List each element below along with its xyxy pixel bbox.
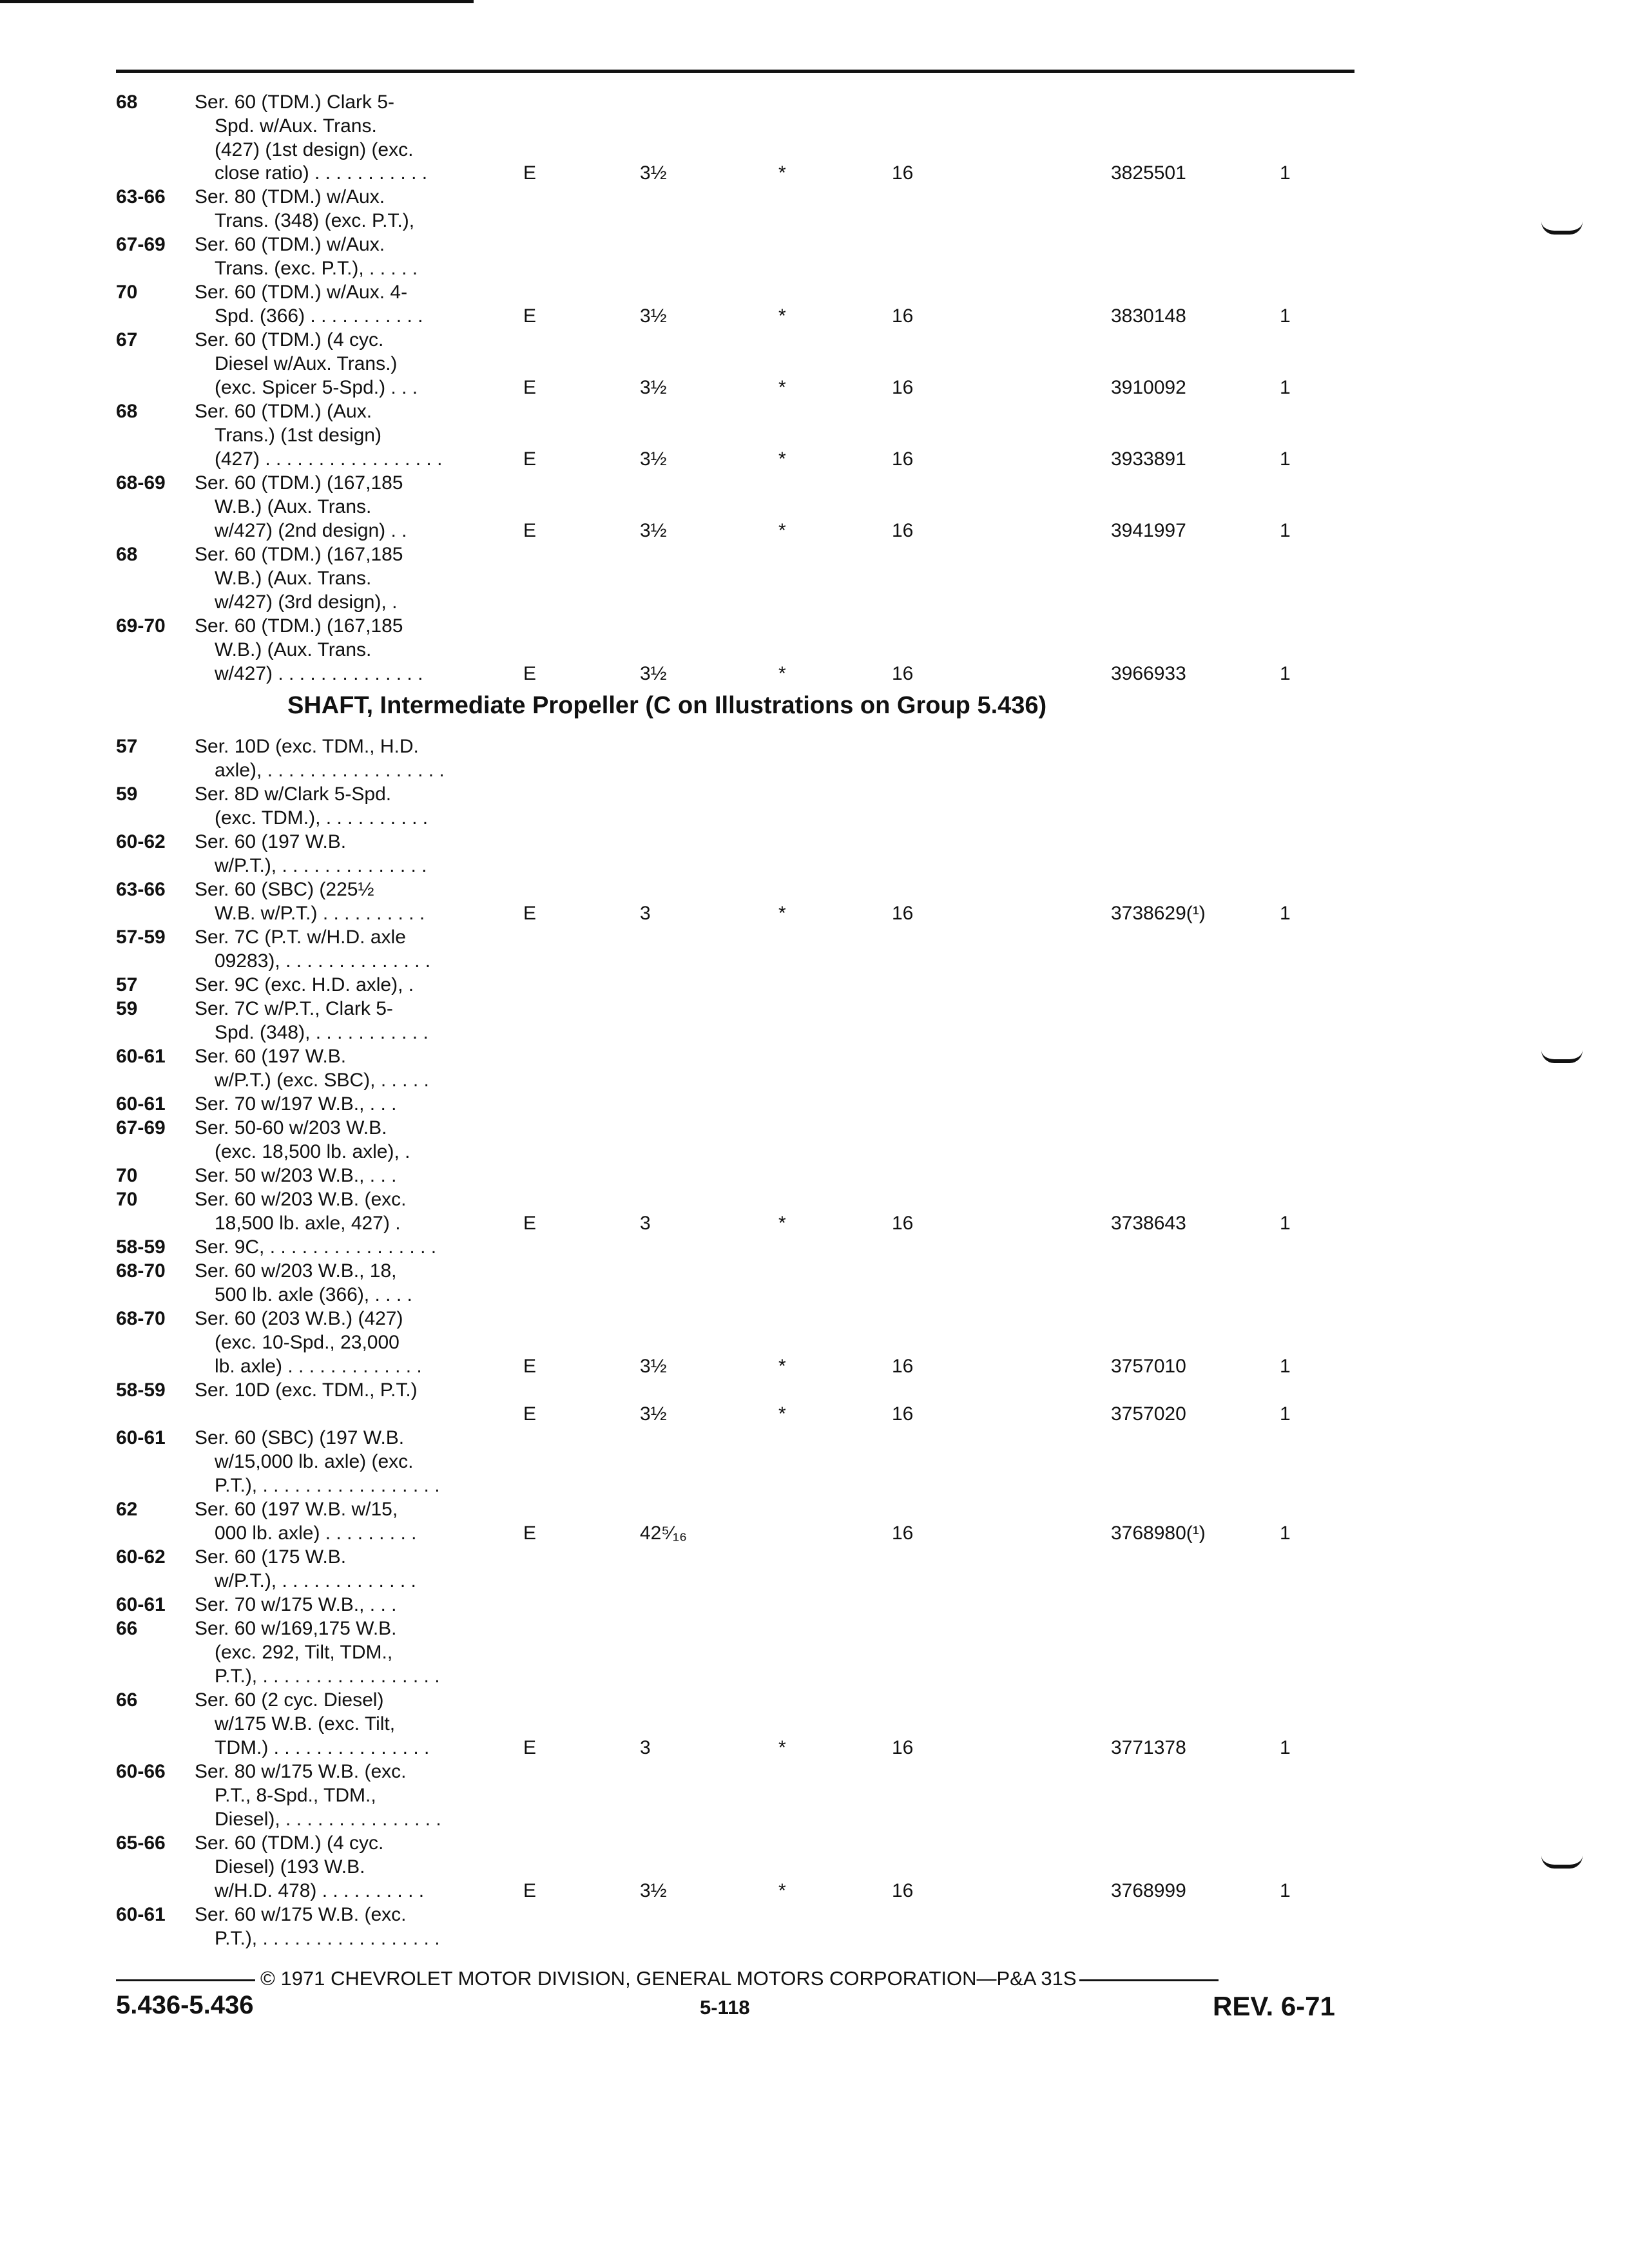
year: 59 [116, 998, 138, 1019]
quantity: 1 [1280, 663, 1291, 684]
description: Ser. 60 (TDM.) (167,185 [195, 615, 403, 637]
spline-cell: 16 [892, 377, 914, 398]
description: Diesel w/Aux. Trans.) [215, 353, 398, 374]
description: Ser. 60 w/175 W.B. (exc. [195, 1904, 407, 1925]
description: Ser. 7C (P.T. w/H.D. axle [195, 927, 406, 948]
description: Diesel) (193 W.B. [215, 1856, 365, 1878]
description: Ser. 7C w/P.T., Clark 5- [195, 998, 393, 1019]
quantity: 1 [1280, 448, 1291, 470]
description: Ser. 60 (TDM.) (4 cyc. [195, 329, 384, 351]
year: 58-59 [116, 1236, 166, 1258]
star-cell: * [778, 520, 786, 541]
code-cell: E [523, 1880, 537, 1901]
parts-row [0, 1855, 1629, 1879]
description: Ser. 9C, . . . . . . . . . . . . . . . . [195, 1236, 437, 1258]
description: Ser. 60 (TDM.) Clark 5- [195, 91, 395, 113]
part-number: 3966933 [1111, 663, 1186, 684]
parts-row [0, 1092, 1629, 1117]
copyright-tail-rule [1079, 1979, 1219, 1981]
parts-row [0, 138, 1629, 162]
part-number: 3933891 [1111, 448, 1186, 470]
parts-row [0, 1116, 1629, 1140]
year: 70 [116, 282, 138, 303]
year: 57 [116, 736, 138, 757]
parts-row [0, 543, 1629, 567]
parts-row [0, 256, 1629, 281]
spline-cell: 16 [892, 1523, 914, 1544]
description: (exc. 10-Spd., 23,000 [215, 1332, 400, 1353]
code-cell: E [523, 1737, 537, 1758]
section-heading: SHAFT, Intermediate Propeller (C on Illustrations on Group 5.436) [287, 692, 1047, 719]
revision-label: REV. 6-71 [1213, 1991, 1335, 2021]
description: (427) (1st design) (exc. [215, 139, 414, 160]
description: Ser. 60 (TDM.) (4 cyc. [195, 1832, 384, 1854]
parts-row [0, 161, 1629, 186]
size-cell: 3½ [640, 377, 667, 398]
parts-row [0, 925, 1629, 950]
year: 68 [116, 401, 138, 422]
description: Ser. 60 (TDM.) (Aux. [195, 401, 372, 422]
parts-row [0, 1927, 1629, 1951]
description: Spd. w/Aux. Trans. [215, 115, 377, 137]
parts-row [0, 209, 1629, 233]
year: 68-70 [116, 1260, 166, 1282]
part-number: 3757020 [1111, 1403, 1186, 1425]
parts-row [0, 1044, 1629, 1069]
parts-row [0, 566, 1629, 591]
description: Ser. 80 w/175 W.B. (exc. [195, 1761, 407, 1782]
parts-row [0, 1831, 1629, 1856]
description: w/15,000 lb. axle) (exc. [215, 1451, 414, 1472]
description: w/427) . . . . . . . . . . . . . . [215, 663, 423, 684]
code-cell: E [523, 1523, 537, 1544]
parts-row [0, 1235, 1629, 1260]
parts-row [0, 1140, 1629, 1164]
parts-row [0, 447, 1629, 472]
parts-row [0, 854, 1629, 878]
year: 67-69 [116, 1117, 166, 1139]
spline-cell: 16 [892, 1737, 914, 1758]
year: 59 [116, 783, 138, 805]
parts-row [0, 1021, 1629, 1045]
size-cell: 3 [640, 903, 651, 924]
part-number: 3768999 [1111, 1880, 1186, 1901]
parts-row [0, 901, 1629, 926]
description: Trans.) (1st design) [215, 425, 381, 446]
parts-row [0, 1783, 1629, 1808]
binding-mark [1541, 1856, 1583, 1869]
code-cell: E [523, 903, 537, 924]
parts-row [0, 1497, 1629, 1522]
parts-row [0, 1068, 1629, 1093]
quantity: 1 [1280, 520, 1291, 541]
year: 63-66 [116, 879, 166, 900]
page-number: 5-118 [700, 1996, 750, 2019]
size-cell: 3½ [640, 663, 667, 684]
parts-row [0, 495, 1629, 519]
parts-row [0, 782, 1629, 807]
description: Ser. 60 (203 W.B.) (427) [195, 1308, 403, 1329]
parts-row [0, 1426, 1629, 1450]
binding-mark [1541, 1050, 1583, 1063]
parts-row [0, 1378, 1629, 1403]
size-cell: 3½ [640, 305, 667, 327]
spline-cell: 16 [892, 1403, 914, 1425]
parts-row [0, 1736, 1629, 1760]
parts-row [0, 328, 1629, 352]
parts-row [0, 1259, 1629, 1283]
description: w/175 W.B. (exc. Tilt, [215, 1713, 396, 1735]
spline-cell: 16 [892, 162, 914, 184]
description: TDM.) . . . . . . . . . . . . . . . [215, 1737, 430, 1758]
part-number: 3825501 [1111, 162, 1186, 184]
size-cell: 3 [640, 1737, 651, 1758]
description: w/427) (2nd design) . . [215, 520, 407, 541]
code-cell: E [523, 162, 537, 184]
parts-row [0, 830, 1629, 854]
year: 60-61 [116, 1904, 166, 1925]
description: w/P.T.), . . . . . . . . . . . . . [215, 1570, 416, 1591]
description: Ser. 60 w/169,175 W.B. [195, 1618, 397, 1639]
size-cell: 3½ [640, 1403, 667, 1425]
year: 62 [116, 1499, 138, 1520]
parts-row [0, 758, 1629, 783]
year: 70 [116, 1165, 138, 1186]
description: Ser. 60 (175 W.B. [195, 1546, 347, 1568]
parts-row [0, 1187, 1629, 1212]
description: Ser. 60 (SBC) (225½ [195, 879, 374, 900]
quantity: 1 [1280, 1737, 1291, 1758]
size-cell: 42⁵⁄₁₆ [640, 1523, 688, 1544]
description: Ser. 60 (197 W.B. w/15, [195, 1499, 398, 1520]
quantity: 1 [1280, 1213, 1291, 1234]
parts-row [0, 352, 1629, 376]
parts-row [0, 1569, 1629, 1593]
parts-row [0, 423, 1629, 448]
description: 500 lb. axle (366), . . . . [215, 1284, 412, 1305]
quantity: 1 [1280, 162, 1291, 184]
parts-row [0, 1760, 1629, 1784]
quantity: 1 [1280, 1523, 1291, 1544]
description: Ser. 60 (TDM.) w/Aux. [195, 234, 385, 255]
part-number: 3910092 [1111, 377, 1186, 398]
description: P.T.), . . . . . . . . . . . . . . . . . [215, 1928, 440, 1949]
star-cell: * [778, 162, 786, 184]
star-cell: * [778, 305, 786, 327]
description: Ser. 60 w/203 W.B. (exc. [195, 1189, 407, 1210]
year: 69-70 [116, 615, 166, 637]
parts-row [0, 638, 1629, 662]
year: 57 [116, 974, 138, 995]
year: 63-66 [116, 186, 166, 207]
year: 70 [116, 1189, 138, 1210]
code-cell: E [523, 663, 537, 684]
year: 60-61 [116, 1046, 166, 1067]
quantity: 1 [1280, 377, 1291, 398]
star-cell: * [778, 903, 786, 924]
quantity: 1 [1280, 903, 1291, 924]
description: Ser. 50 w/203 W.B., . . . [195, 1165, 397, 1186]
description: Trans. (exc. P.T.), . . . . . [215, 258, 418, 279]
quantity: 1 [1280, 1356, 1291, 1377]
description: Ser. 60 (2 cyc. Diesel) [195, 1689, 384, 1711]
parts-row [0, 280, 1629, 305]
star-cell: * [778, 663, 786, 684]
quantity: 1 [1280, 305, 1291, 327]
description: Ser. 60 (197 W.B. [195, 1046, 347, 1067]
parts-row [0, 1664, 1629, 1689]
year: 60-62 [116, 1546, 166, 1568]
year: 66 [116, 1618, 138, 1639]
spline-cell: 16 [892, 520, 914, 541]
parts-row [0, 1450, 1629, 1474]
star-cell: * [778, 448, 786, 470]
year: 68-69 [116, 472, 166, 494]
binding-mark [1541, 222, 1583, 235]
spline-cell: 16 [892, 1356, 914, 1377]
parts-row [0, 90, 1629, 115]
part-number: 3738643 [1111, 1213, 1186, 1234]
code-cell: E [523, 520, 537, 541]
description: (exc. Spicer 5-Spd.) . . . [215, 377, 418, 398]
copyright-text: © 1971 CHEVROLET MOTOR DIVISION, GENERAL MOTORS CORPORATION—P&A 31S [260, 1967, 1077, 1990]
description: axle), . . . . . . . . . . . . . . . . . [215, 760, 445, 781]
parts-row [0, 1688, 1629, 1713]
description: Ser. 60 (TDM.) w/Aux. 4- [195, 282, 408, 303]
description: W.B.) (Aux. Trans. [215, 496, 372, 517]
parts-row [0, 1593, 1629, 1617]
description: w/H.D. 478) . . . . . . . . . . [215, 1880, 425, 1901]
parts-row [0, 878, 1629, 902]
spline-cell: 16 [892, 1880, 914, 1901]
part-number: 3768980(¹) [1111, 1523, 1206, 1544]
spline-cell: 16 [892, 448, 914, 470]
description: Spd. (366) . . . . . . . . . . . [215, 305, 423, 327]
parts-row [0, 1331, 1629, 1355]
star-cell: * [778, 377, 786, 398]
description: Ser. 70 w/197 W.B., . . . [195, 1093, 397, 1115]
description: Ser. 10D (exc. TDM., H.D. [195, 736, 419, 757]
code-cell: E [523, 1403, 537, 1425]
description: Ser. 60 (TDM.) (167,185 [195, 544, 403, 565]
description: 000 lb. axle) . . . . . . . . . [215, 1523, 417, 1544]
description: Ser. 10D (exc. TDM., P.T.) [195, 1379, 418, 1401]
parts-row [0, 304, 1629, 329]
parts-row [0, 1402, 1629, 1427]
year: 60-61 [116, 1427, 166, 1448]
parts-row [0, 1354, 1629, 1379]
spline-cell: 16 [892, 903, 914, 924]
parts-row [0, 1807, 1629, 1832]
parts-row [0, 471, 1629, 495]
description: (exc. 292, Tilt, TDM., [215, 1642, 393, 1663]
description: Ser. 50-60 w/203 W.B. [195, 1117, 387, 1139]
star-cell: * [778, 1880, 786, 1901]
parts-row [0, 519, 1629, 543]
year: 58-59 [116, 1379, 166, 1401]
description: Ser. 60 w/203 W.B., 18, [195, 1260, 397, 1282]
code-cell: E [523, 1356, 537, 1377]
code-cell: E [523, 305, 537, 327]
parts-row [0, 1307, 1629, 1331]
parts-row [0, 1521, 1629, 1546]
spline-cell: 16 [892, 305, 914, 327]
part-number: 3941997 [1111, 520, 1186, 541]
copyright-lead-rule [116, 1979, 255, 1981]
year: 67 [116, 329, 138, 351]
description: W.B.) (Aux. Trans. [215, 639, 372, 660]
description: w/427) (3rd design), . [215, 591, 398, 613]
description: (427) . . . . . . . . . . . . . . . . . [215, 448, 443, 470]
copyright-line [116, 1966, 1219, 1991]
year: 60-66 [116, 1761, 166, 1782]
description: Trans. (348) (exc. P.T.), [215, 210, 415, 231]
parts-row [0, 185, 1629, 209]
description: (exc. TDM.), . . . . . . . . . . [215, 807, 429, 829]
size-cell: 3½ [640, 520, 667, 541]
size-cell: 3½ [640, 1356, 667, 1377]
description: Ser. 70 w/175 W.B., . . . [195, 1594, 397, 1615]
parts-row [0, 1283, 1629, 1307]
quantity: 1 [1280, 1403, 1291, 1425]
star-cell: * [778, 1213, 786, 1234]
parts-row [0, 376, 1629, 400]
parts-row [0, 973, 1629, 997]
size-cell: 3½ [640, 448, 667, 470]
description: close ratio) . . . . . . . . . . . [215, 162, 428, 184]
parts-row [0, 1545, 1629, 1570]
parts-row [0, 949, 1629, 974]
parts-row [0, 1164, 1629, 1188]
description: Spd. (348), . . . . . . . . . . . [215, 1022, 429, 1043]
spline-cell: 16 [892, 1213, 914, 1234]
description: w/P.T.) (exc. SBC), . . . . . [215, 1070, 429, 1091]
parts-row [0, 662, 1629, 686]
year: 60-61 [116, 1594, 166, 1615]
description: Ser. 60 (TDM.) (167,185 [195, 472, 403, 494]
year: 68-70 [116, 1308, 166, 1329]
description: Ser. 80 (TDM.) w/Aux. [195, 186, 385, 207]
quantity: 1 [1280, 1880, 1291, 1901]
star-cell: * [778, 1737, 786, 1758]
year: 68 [116, 544, 138, 565]
group-number: 5.436-5.436 [116, 1991, 254, 2019]
spline-cell: 16 [892, 663, 914, 684]
description: W.B. w/P.T.) . . . . . . . . . . [215, 903, 425, 924]
description: Ser. 60 (197 W.B. [195, 831, 347, 852]
year: 57-59 [116, 927, 166, 948]
code-cell: E [523, 448, 537, 470]
description: lb. axle) . . . . . . . . . . . . . [215, 1356, 422, 1377]
parts-row [0, 399, 1629, 424]
year: 65-66 [116, 1832, 166, 1854]
description: Ser. 9C (exc. H.D. axle), . [195, 974, 414, 995]
parts-row [0, 1712, 1629, 1736]
star-cell: * [778, 1356, 786, 1377]
parts-row [0, 1211, 1629, 1236]
description: P.T., 8-Spd., TDM., [215, 1785, 376, 1806]
description: W.B.) (Aux. Trans. [215, 568, 372, 589]
parts-row [0, 735, 1629, 759]
part-number: 3757010 [1111, 1356, 1186, 1377]
year: 66 [116, 1689, 138, 1711]
description: P.T.), . . . . . . . . . . . . . . . . . [215, 1475, 440, 1496]
parts-row [0, 1617, 1629, 1641]
description: P.T.), . . . . . . . . . . . . . . . . . [215, 1666, 440, 1687]
description: Ser. 8D w/Clark 5-Spd. [195, 783, 392, 805]
year: 60-62 [116, 831, 166, 852]
description: Ser. 60 (SBC) (197 W.B. [195, 1427, 405, 1448]
year: 60-61 [116, 1093, 166, 1115]
size-cell: 3 [640, 1213, 651, 1234]
parts-row [0, 114, 1629, 139]
description: 09283), . . . . . . . . . . . . . . [215, 950, 431, 972]
size-cell: 3½ [640, 1880, 667, 1901]
code-cell: E [523, 1213, 537, 1234]
parts-row [0, 997, 1629, 1021]
parts-row [0, 233, 1629, 257]
parts-row [0, 590, 1629, 615]
parts-row [0, 1879, 1629, 1903]
parts-row [0, 1640, 1629, 1665]
part-number: 3771378 [1111, 1737, 1186, 1758]
code-cell: E [523, 377, 537, 398]
parts-row [0, 1474, 1629, 1498]
description: Diesel), . . . . . . . . . . . . . . . [215, 1809, 441, 1830]
parts-row [0, 614, 1629, 639]
description: w/P.T.), . . . . . . . . . . . . . . [215, 855, 427, 876]
parts-row [0, 1903, 1629, 1927]
year: 67-69 [116, 234, 166, 255]
part-number: 3830148 [1111, 305, 1186, 327]
description: 18,500 lb. axle, 427) . [215, 1213, 401, 1234]
year: 68 [116, 91, 138, 113]
part-number: 3738629(¹) [1111, 903, 1206, 924]
size-cell: 3½ [640, 162, 667, 184]
description: (exc. 18,500 lb. axle), . [215, 1141, 410, 1162]
star-cell: * [778, 1403, 786, 1425]
parts-row [0, 806, 1629, 831]
